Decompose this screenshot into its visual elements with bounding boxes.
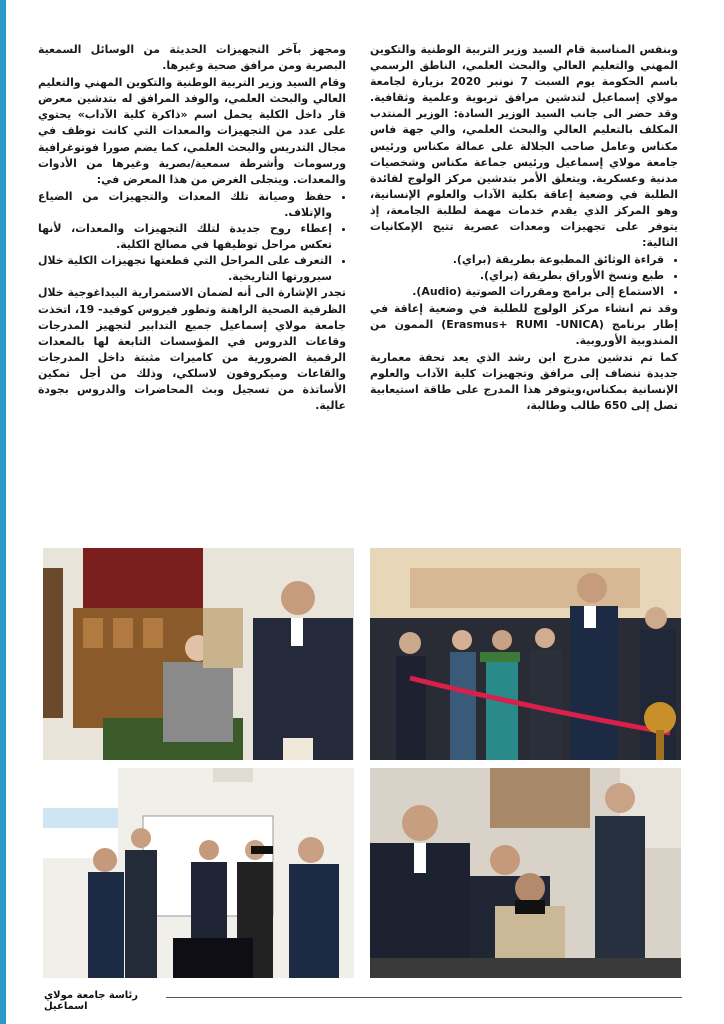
footer-divider <box>166 997 682 998</box>
feature-list <box>370 252 678 300</box>
list-item: • حفظ وصيانة تلك المعدات والتجهيزات من الضياع والإتلاف. <box>38 189 332 221</box>
ribbon-cutting-photo <box>370 548 681 760</box>
article-columns <box>38 42 678 522</box>
list-item: • إعطاء روح جديدة لتلك التجهيزات والمعدات، لأنها تعكس مراحل توظيفها في مصالح الكلية. <box>38 221 332 253</box>
exhibition-goals-list <box>38 189 346 286</box>
classroom-equipment-photo <box>43 768 354 978</box>
article-paragraph: وبنفس المناسبة قام السيد وزير التربية الوطنية والتكوين المهني والتعليم العالي والبحث العلمي، الناطق الرسمي باسم الحكومة يوم السبت 7 نونبر 2020 بزيارة لجامعة مولاي إسماعيل لتدشين مرافق تربوية وعلمية وثقافية. وقد حضر الى جانب السيد الوزير السادة: الوزير المنتدب المكلف بالتعليم العالي والبحث العلمي، والي جهة فاس مكناس وعامل صاحب الجلالة على عمالة مكناس ورئيس جامعة مولاي إسماعيل ورئيس جماعة مكناس وشخصيات مدنية وعسكرية. ويتعلق الأمر بتدشين مركز الولوج لفائدة الطلبة في وضعية إعاقة بكلية الآداب والعلوم الإنسانية، وهو المركز الذي يقدم خدمات مهمة لطلبة الجامعة، إذ يتوفر على تجهيزات ومعدات عصرية تتيح الإمكانيات التالية: <box>370 43 678 250</box>
article-column-left <box>38 42 346 522</box>
page-accent-bar <box>0 0 6 1024</box>
article-paragraph: تجدر الإشارة الى أنه لضمان الاستمرارية البيداغوجية خلال الظرفية الصحية الراهنة وتطور فيروس كوفيد- 19، اتخذت جامعة مولاي إسماعيل جميع التدابير لتجهيز المدرجات وقاعات الدروس في المؤسسات التابعة لها بالمعدات الرقمية الضرورية من كاميرات مثبتة داخل المدرجات والقاعات وميكروفون لاسلكي، وذلك من أجل تمكين الأساتذة من تسجيل وبث المحاضرات والدروس بجودة عالية. <box>38 286 346 413</box>
article-paragraph: ومجهز بآخر التجهيزات الحديثة من الوسائل السمعية البصرية ومن مرافق صحية وغيرها. <box>38 43 346 73</box>
article-paragraph: كما تم تدشين مدرج ابن رشد الذي يعد تحفة معمارية جديدة تنضاف إلى مرافق وتجهيزات كلية الآداب والعلوم الإنسانية بمكناس،ويتوفر هذا المدرج على طاقة استيعابية تصل إلى 650 طالب وطالبة، <box>370 350 678 413</box>
access-center-photo <box>370 768 681 978</box>
list-item: • التعرف على المراحل التي قطعتها تجهيزات الكلية خلال سيرورتها التاريخية. <box>38 253 332 285</box>
article-paragraph: وقام السيد وزير التربية الوطنية والتكوين المهني والتعليم العالي والبحث العلمي، والوفد المرافق له بتدشين معرض قار داخل الكلية يحمل اسم «ذاكرة كلية الآداب» يحتوي على عدد من التجهيزات والمعدات التي كانت توظف في مجال التدريس والبحث العلمي، كما يضم صورا فوتوغرافية ورسومات وأشرطة سمعية/بصرية وغيرها من الأدوات والمعدات. ويتجلى الغرض من هذا المعرض في: <box>38 76 346 186</box>
exhibition-photo <box>43 548 354 760</box>
list-item: • طبع ونسخ الأوراق بطريقة (براي). <box>370 268 664 284</box>
footer-university-name: رئاسة جامعة مولاي اسماعيل <box>44 990 139 1012</box>
list-item: • قراءة الوثائق المطبوعة بطريقة (براي). <box>370 252 664 268</box>
article-column-right <box>370 42 678 522</box>
article-paragraph: وقد تم انشاء مركز الولوج للطلبة في وضعية إعاقة في إطار برنامج (Erasmus+ RUMI -UNICA) الممون من المندوبية الأوروبية. <box>370 301 678 347</box>
list-item: • الاستماع إلى برامج ومقررات الصوتية (Audio). <box>370 284 664 300</box>
